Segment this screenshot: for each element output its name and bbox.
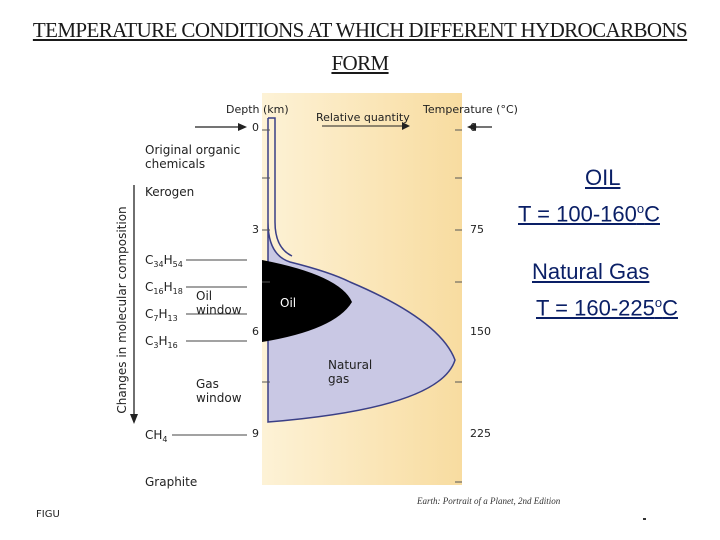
temperature-header: Temperature (°C) bbox=[423, 103, 518, 116]
label-gas-window-1: Gas bbox=[196, 377, 219, 391]
surface-arrowhead-left bbox=[238, 123, 247, 131]
label-graphite: Graphite bbox=[145, 475, 198, 489]
temp-tick-75: 75 bbox=[470, 223, 484, 236]
label-original-organic: Original organic bbox=[145, 143, 241, 157]
temp-tick-0: 0 bbox=[470, 121, 477, 134]
formula-c7h13: $C_7H_{13}$ bbox=[145, 307, 178, 323]
label-chemicals: chemicals bbox=[145, 157, 206, 171]
temp-tick-150: 150 bbox=[470, 325, 491, 338]
formula-c16h18: $C_{16}H_{18}$ bbox=[145, 280, 183, 296]
page-title-line-1: TEMPERATURE CONDITIONS AT WHICH DIFFERENT HYDROCARBONS bbox=[32, 18, 688, 42]
depth-tick-9: 9 bbox=[252, 427, 259, 440]
gas-region-label-2: gas bbox=[328, 372, 350, 386]
composition-axis-label: Changes in molecular composition bbox=[115, 206, 129, 414]
figure-corner-label: FIGU bbox=[36, 509, 60, 520]
slide-dot bbox=[643, 518, 646, 520]
gas-note-name: Natural Gas bbox=[532, 259, 650, 284]
depth-tick-0: 0 bbox=[252, 121, 259, 134]
label-leaders bbox=[172, 260, 247, 435]
composition-axis-arrowhead bbox=[130, 414, 138, 424]
depth-header: Depth (km) bbox=[226, 103, 289, 116]
gas-region-label-1: Natural bbox=[328, 358, 373, 372]
label-gas-window-2: window bbox=[196, 391, 242, 405]
oil-note-name: OIL bbox=[585, 165, 621, 190]
figure-caption: Earth: Portrait of a Planet, 2nd Edition bbox=[417, 496, 561, 506]
label-oil-window-1: Oil bbox=[196, 289, 213, 303]
formula-c34h54: $C_{34}H_{54}$ bbox=[145, 253, 183, 269]
oil-note-temp: $T = 100-160^oC$ bbox=[518, 201, 660, 227]
formula-c3h16: $C_3H_{16}$ bbox=[145, 334, 178, 350]
depth-tick-3: 3 bbox=[252, 223, 259, 236]
depth-tick-6: 6 bbox=[252, 325, 259, 338]
label-oil-window-2: window bbox=[196, 303, 242, 317]
temp-tick-225: 225 bbox=[470, 427, 491, 440]
quantity-header: Relative quantity bbox=[316, 111, 410, 124]
page-title-line-2: FORM bbox=[331, 51, 389, 75]
formula-ch4: $CH_4$ bbox=[145, 428, 168, 444]
label-kerogen: Kerogen bbox=[145, 185, 195, 199]
oil-region-label: Oil bbox=[280, 296, 297, 310]
gas-note-temp: $T = 160-225^oC$ bbox=[536, 295, 678, 321]
